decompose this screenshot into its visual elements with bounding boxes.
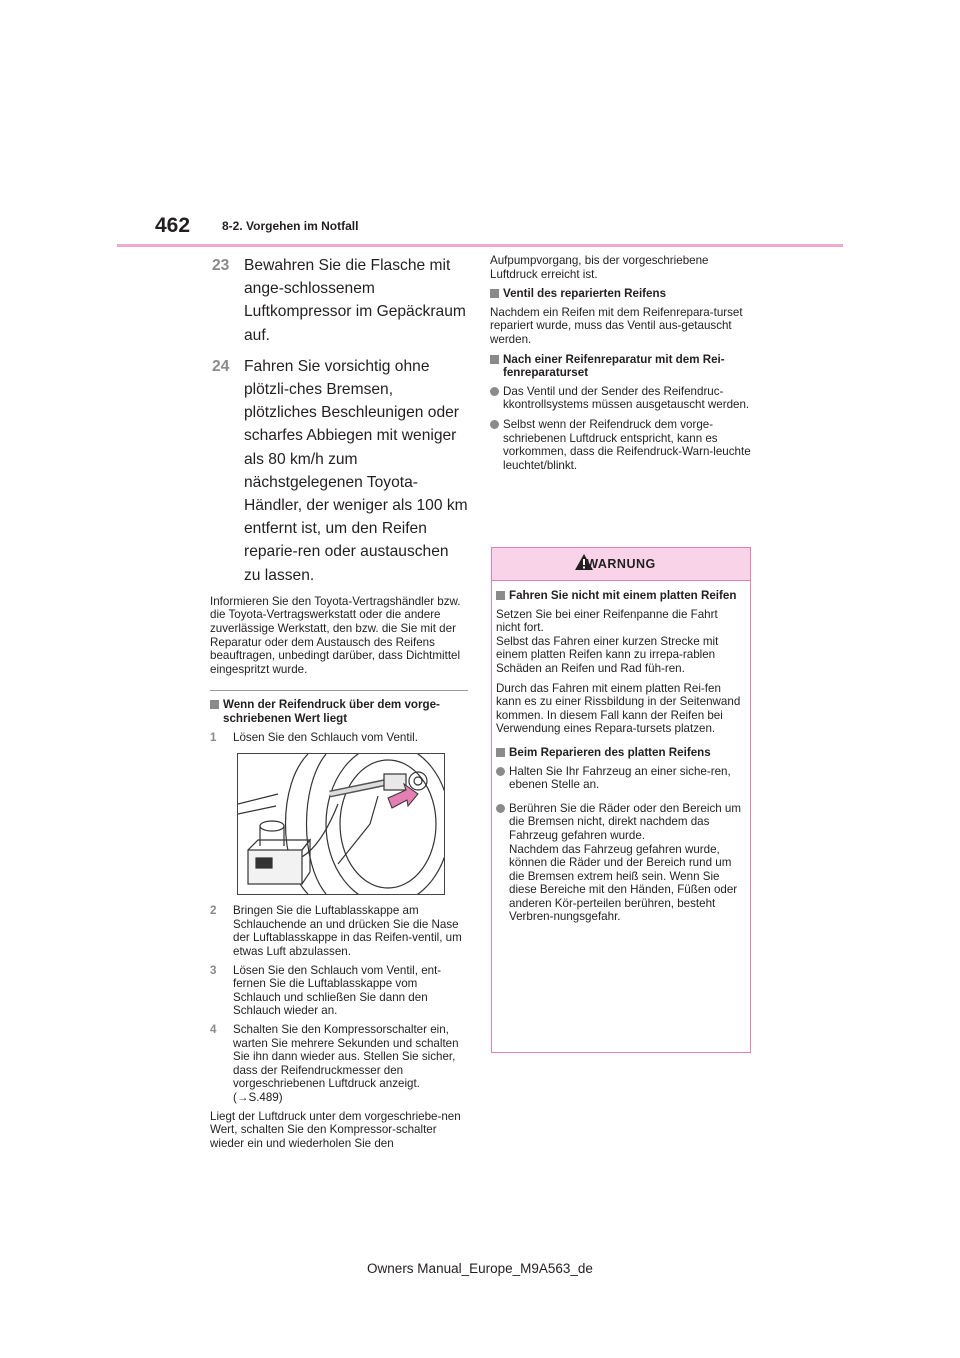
- square-bullet-icon: [496, 748, 505, 757]
- heading-text: Wenn der Reifendruck über dem vorge-schriebenen Wert liegt: [223, 698, 440, 725]
- valve-paragraph: Nachdem ein Reifen mit dem Reifenrepara-turset repariert wurde, muss das Ventil aus-getauscht werden.: [490, 305, 743, 346]
- continued-paragraph: Aufpumpvorgang, bis der vorgeschriebene Luftdruck erreicht ist.: [490, 254, 709, 281]
- tail-paragraph: Liegt der Luftdruck unter dem vorgeschriebe-nen Wert, schalten Sie den Kompressor-schalter wieder ein und wiederholen Sie den: [210, 1109, 461, 1150]
- square-bullet-icon: [490, 289, 499, 298]
- step-number: 4: [210, 1022, 217, 1036]
- warning-paragraph: Setzen Sie bei einer Reifenpanne die Fahrt nicht fort.: [496, 607, 718, 635]
- circle-bullet-icon: [496, 804, 505, 813]
- bullet-item: [490, 418, 752, 472]
- header-rule: [117, 244, 843, 247]
- bullet-text: Nachdem das Fahrzeug gefahren wurde, können die Räder und der Bereich rund um die Bremsen extrem heiß sein. Wenn Sie diese Bereiche mit den Händen, Füßen oder anderen Kör-perteilen berühren, besteht Verbren-nungsgefahr.: [509, 842, 738, 924]
- info-paragraph: Informieren Sie den Toyota-Vertragshändler bzw. die Toyota-Vertragswerkstatt oder die andere zuverlässige Werkstatt, den bzw. die Sie mit der Reparatur oder dem Austausch des Reifens beauftragen, unbedingt darüber, dass Dichtmittel eingespritzt wurde.: [210, 594, 461, 676]
- step-text: Lösen Sie den Schlauch vom Ventil.: [233, 730, 418, 744]
- heading-text: Beim Reparieren des platten Reifens: [509, 745, 711, 759]
- heading-text: Nach einer Reifenreparatur mit dem Rei-fenreparaturset: [503, 352, 725, 380]
- step-number: 23: [212, 257, 230, 274]
- warning-paragraph: Durch das Fahren mit einem platten Rei-fen kann es zu einer Rissbildung in der Seitenwand kommen. In diesem Fall kann der Reifen bei Verwendung eines Repara-tursets platzen.: [496, 681, 741, 736]
- step-text: Schalten Sie den Kompressorschalter ein, warten Sie mehrere Sekunden und schalten Sie ihn dann wieder aus. Stellen Sie sicher, dass der Reifendruckmesser den vorgeschriebenen Luftdruck anzeigt. (→S.489): [233, 1022, 459, 1104]
- warning-paragraph: Selbst das Fahren einer kurzen Strecke mit einem platten Reifen kann zu irrepa-rablen Schäden an Reifen und Rad füh-ren.: [496, 634, 719, 675]
- warning-heading-flat-tire: [496, 589, 742, 603]
- heading-pressure-above: [210, 698, 468, 725]
- bullet-item: [490, 385, 752, 412]
- divider: [210, 690, 468, 691]
- square-bullet-icon: [496, 591, 505, 600]
- step-number: 24: [212, 357, 230, 375]
- warning-body: [492, 581, 750, 924]
- step-4: [210, 1023, 468, 1105]
- step-text: Bewahren Sie die Flasche mit ange-schlossenem Luftkompressor im Gepäckraum auf.: [244, 257, 466, 344]
- warning-box: [491, 547, 751, 1053]
- step-text: Lösen Sie den Schlauch vom Ventil, ent-fernen Sie die Luftablasskappe vom Schlauch und schließen Sie dann den Schlauch wieder an.: [233, 963, 442, 1018]
- left-column: [210, 254, 468, 1156]
- bullet-text: Berühren Sie die Räder oder den Bereich um die Bremsen nicht, direkt nachdem das Fahrzeug gefahren wurde.: [509, 801, 742, 842]
- warning-title: WARNUNG: [586, 557, 656, 571]
- bullet-text: Das Ventil und der Sender des Reifendruc-kkontrollsystems müssen ausgetauscht werden.: [503, 384, 750, 412]
- step-number: 3: [210, 963, 217, 977]
- bullet-text: Halten Sie Ihr Fahrzeug an einer siche-ren, ebenen Stelle an.: [509, 764, 731, 792]
- step-24: [210, 355, 468, 587]
- illustration-hose-valve: [237, 753, 445, 895]
- heading-valve: [490, 287, 752, 301]
- step-23: [210, 254, 468, 347]
- square-bullet-icon: [490, 355, 499, 364]
- heading-after-repair: [490, 353, 752, 380]
- heading-text: Ventil des reparierten Reifens: [503, 287, 667, 301]
- warning-heading-repair: [496, 746, 742, 760]
- warning-header: [492, 548, 750, 581]
- square-bullet-icon: [210, 700, 219, 709]
- step-3: [210, 964, 468, 1018]
- warning-bullet: [496, 802, 742, 924]
- page-number: 462: [155, 214, 191, 237]
- step-2: [210, 904, 468, 958]
- circle-bullet-icon: [490, 420, 499, 429]
- circle-bullet-icon: [490, 387, 499, 396]
- step-text: Fahren Sie vorsichtig ohne plötzli-ches Bremsen, plötzliches Beschleunigen oder scharfes Abbiegen mit weniger als 80 km/h zum nächstgelegenen Toyota-Händler, der weniger als 100 km entfernt ist, um den Reifen reparie-ren oder austauschen zu lassen.: [244, 357, 468, 584]
- step-1: [210, 731, 468, 745]
- step-number: 2: [210, 904, 217, 918]
- heading-text: Fahren Sie nicht mit einem platten Reifen: [509, 589, 737, 602]
- circle-bullet-icon: [496, 767, 505, 776]
- step-number: 1: [210, 730, 217, 744]
- bullet-text: Selbst wenn der Reifendruck dem vorge-schriebenen Luftdruck entspricht, kann es vorkommen, dass die Reifendruck-Warn-leuchte leuchtet/blinkt.: [503, 417, 751, 472]
- step-text: Bringen Sie die Luftablasskappe am Schlauchende an und drücken Sie die Nase der Luftablasskappe in das Reifen-ventil, um etwas Luft abzulassen.: [233, 904, 462, 958]
- footer-document-id: Owners Manual_Europe_M9A563_de: [367, 1261, 593, 1276]
- warning-bullet: [496, 765, 742, 792]
- right-column: [490, 254, 752, 478]
- section-title: 8-2. Vorgehen im Notfall: [222, 219, 359, 233]
